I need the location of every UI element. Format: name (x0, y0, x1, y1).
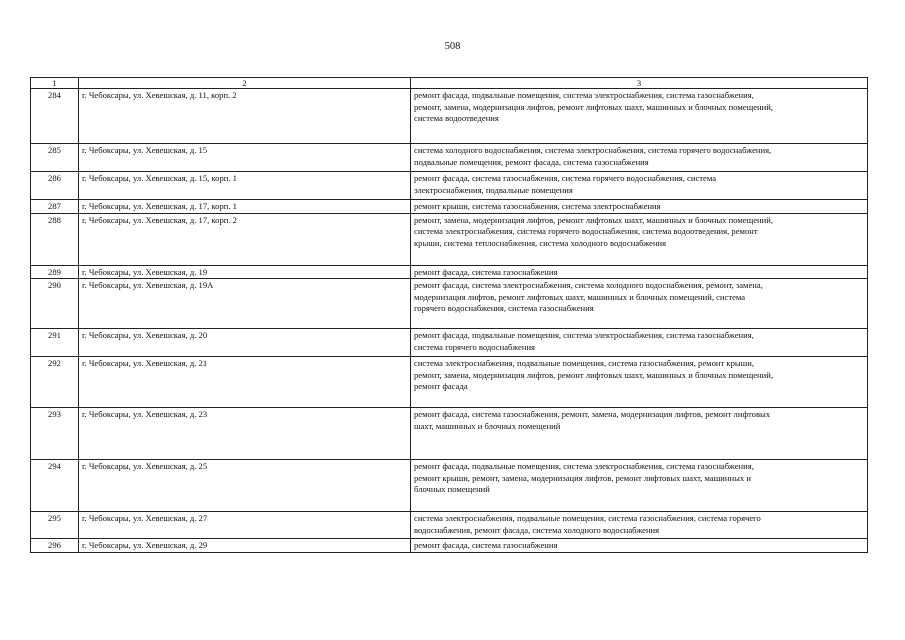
works-table (30, 77, 868, 553)
table-row (31, 279, 868, 329)
row-address: г. Чебоксары, ул. Хевешская, д. 20 (79, 329, 411, 357)
row-number: 292 (31, 357, 79, 408)
row-number: 288 (31, 213, 79, 265)
row-address: г. Чебоксары, ул. Хевешская, д. 19 (79, 265, 411, 279)
row-number: 289 (31, 265, 79, 279)
table-row (31, 329, 868, 357)
row-address: г. Чебоксары, ул. Хевешская, д. 25 (79, 460, 411, 512)
row-works: ремонт фасада, система газоснабжения (411, 265, 868, 279)
row-works: система электроснабжения, подвальные помещения, система газоснабжения, ремонт крыши, ремонт, замена, модернизация лифтов, ремонт лифтовых шахт, машинных и блочных помещений, ремонт фасада (411, 357, 868, 408)
page-number: 508 (444, 41, 461, 52)
header-col-2: 2 (79, 78, 411, 89)
row-number: 291 (31, 329, 79, 357)
row-number: 296 (31, 539, 79, 553)
row-number: 284 (31, 89, 79, 144)
row-address: г. Чебоксары, ул. Хевешская, д. 15 (79, 144, 411, 172)
row-address: г. Чебоксары, ул. Хевешская, д. 17, корп. 2 (79, 213, 411, 265)
table-row (31, 408, 868, 460)
header-col-3: 3 (411, 78, 868, 89)
table-row (31, 89, 868, 144)
row-works: ремонт, замена, модернизация лифтов, ремонт лифтовых шахт, машинных и блочных помещений, система электроснабжения, система горячего водоснабжения, система водоотведения, ремонт крыши, система теплоснабжения, система холодного водоснабжения (411, 213, 868, 265)
row-works: ремонт крыши, система газоснабжения, система электроснабжения (411, 200, 868, 214)
table-row (31, 213, 868, 265)
row-number: 293 (31, 408, 79, 460)
row-number: 287 (31, 200, 79, 214)
row-number: 285 (31, 144, 79, 172)
table-row (31, 265, 868, 279)
table-header (31, 78, 868, 89)
row-number: 286 (31, 172, 79, 200)
row-number: 294 (31, 460, 79, 512)
table-row (31, 460, 868, 512)
table-row (31, 539, 868, 553)
table-row (31, 357, 868, 408)
row-address: г. Чебоксары, ул. Хевешская, д. 29 (79, 539, 411, 553)
row-works: система холодного водоснабжения, система электроснабжения, система горячего водоснабжения, подвальные помещения, ремонт фасада, система газоснабжения (411, 144, 868, 172)
row-address: г. Чебоксары, ул. Хевешская, д. 11, корп. 2 (79, 89, 411, 144)
table-row (31, 512, 868, 539)
row-address: г. Чебоксары, ул. Хевешская, д. 19А (79, 279, 411, 329)
row-address: г. Чебоксары, ул. Хевешская, д. 27 (79, 512, 411, 539)
row-works: ремонт фасада, система газоснабжения, ремонт, замена, модернизация лифтов, ремонт лифтовых шахт, машинных и блочных помещений (411, 408, 868, 460)
table-row (31, 172, 868, 200)
row-works: ремонт фасада, система газоснабжения, система горячего водоснабжения, система электроснабжения, подвальные помещения (411, 172, 868, 200)
row-address: г. Чебоксары, ул. Хевешская, д. 23 (79, 408, 411, 460)
table-row (31, 200, 868, 214)
row-address: г. Чебоксары, ул. Хевешская, д. 15, корп. 1 (79, 172, 411, 200)
header-col-1: 1 (31, 78, 79, 89)
row-address: г. Чебоксары, ул. Хевешская, д. 21 (79, 357, 411, 408)
row-works: ремонт фасада, подвальные помещения, система электроснабжения, система газоснабжения, ремонт, замена, модернизация лифтов, ремонт лифтовых шахт, машинных и блочных помещений, система водоотведения (411, 89, 868, 144)
row-works: ремонт фасада, система газоснабжения (411, 539, 868, 553)
header-row (31, 78, 868, 89)
table-body (31, 89, 868, 553)
row-works: ремонт фасада, подвальные помещения, система электроснабжения, система газоснабжения, ремонт крыши, ремонт, замена, модернизация лифтов, ремонт лифтовых шахт, машинных и блочных помещений (411, 460, 868, 512)
row-works: ремонт фасада, система электроснабжения, система холодного водоснабжения, ремонт, замена, модернизация лифтов, ремонт лифтовых шахт, машинных и блочных помещений, система горячего водоснабжения, система газоснабжения (411, 279, 868, 329)
row-number: 295 (31, 512, 79, 539)
row-works: ремонт фасада, подвальные помещения, система электроснабжения, система газоснабжения, система горячего водоснабжения (411, 329, 868, 357)
row-address: г. Чебоксары, ул. Хевешская, д. 17, корп. 1 (79, 200, 411, 214)
table-row (31, 144, 868, 172)
row-number: 290 (31, 279, 79, 329)
row-works: система электроснабжения, подвальные помещения, система газоснабжения, система горячего водоснабжения, ремонт фасада, система холодного водоснабжения (411, 512, 868, 539)
